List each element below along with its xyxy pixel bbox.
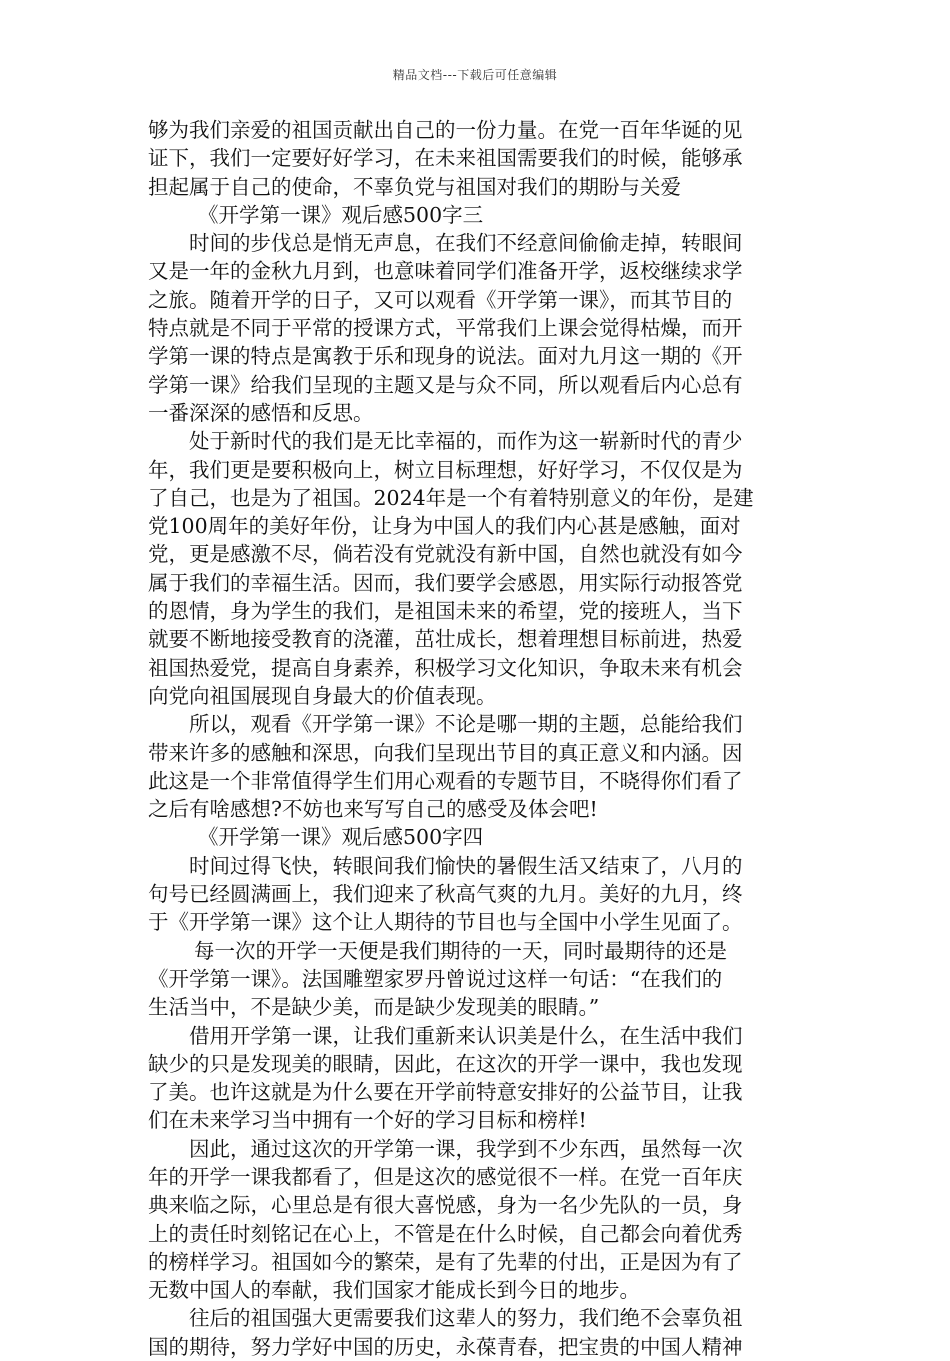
text-line: 每一次的开学一天便是我们期待的一天，同时最期待的还是	[194, 938, 727, 963]
text-line: 上的责任时刻铭记在心上，不管是在什么时候，自己都会向着优秀	[148, 1221, 743, 1246]
text-line: 够为我们亲爱的祖国贡献出自己的一份力量。在党一百年华诞的见	[148, 118, 743, 142]
text-line: 属于我们的幸福生活。因而，我们要学会感恩，用实际行动报答党	[148, 570, 743, 595]
text-line: 了自己，也是为了祖国。2024年是一个有着特别意义的年份，是建	[148, 485, 754, 510]
text-line: 借用开学第一课，让我们重新来认识美是什么，在生活中我们	[189, 1023, 743, 1048]
text-line: 无数中国人的奉献，我们国家才能成长到今日的地步。	[148, 1278, 640, 1303]
text-line: 学第一课的特点是寓教于乐和现身的说法。面对九月这一期的《开	[148, 344, 743, 369]
text-line: 典来临之际，心里总是有很大喜悦感，身为一名少先队的一员，身	[148, 1193, 743, 1218]
text-line: 往后的祖国强大更需要我们这辈人的努力，我们绝不会辜负祖	[189, 1306, 743, 1331]
text-line: 《开学第一课》。法国雕塑家罗丹曾说过这样一句话：“在我们的	[148, 966, 723, 991]
text-line: 所以，观看《开学第一课》不论是哪一期的主题，总能给我们	[189, 712, 743, 737]
text-line: 党100周年的美好年份，让身为中国人的我们内心甚是感触，面对	[148, 514, 741, 539]
text-line: 的榜样学习。祖国如今的繁荣，是有了先辈的付出，正是因为有了	[148, 1249, 743, 1274]
text-line: 因此，通过这次的开学第一课，我学到不少东西，虽然每一次	[189, 1136, 743, 1161]
text-line: 于《开学第一课》这个让人期待的节目也与全国中小学生见面了。	[148, 910, 743, 935]
text-line: 句号已经圆满画上，我们迎来了秋高气爽的九月。美好的九月，终	[148, 882, 743, 907]
text-line: 处于新时代的我们是无比幸福的，而作为这一崭新时代的青少	[189, 429, 743, 454]
section-heading: 《开学第一课》观后感500字三	[198, 202, 484, 227]
text-line: 学第一课》给我们呈现的主题又是与众不同，所以观看后内心总有	[148, 372, 743, 397]
section-heading: 《开学第一课》观后感500字四	[198, 825, 484, 850]
text-line: 特点就是不同于平常的授课方式，平常我们上课会觉得枯燥，而开	[148, 316, 743, 341]
text-line: 生活当中，不是缺少美，而是缺少发现美的眼睛。”	[148, 995, 600, 1020]
text-line: 党，更是感激不尽，倘若没有党就没有新中国，自然也就没有如今	[148, 542, 743, 567]
text-line: 的恩情，身为学生的我们，是祖国未来的希望，党的接班人，当下	[148, 599, 743, 624]
text-line: 年，我们更是要积极向上，树立目标理想，好好学习，不仅仅是为	[148, 457, 743, 482]
text-line: 向党向祖国展现自身最大的价值表现。	[148, 683, 497, 708]
text-line: 年的开学一课我都看了，但是这次的感觉很不一样。在党一百年庆	[148, 1164, 743, 1189]
text-line: 又是一年的金秋九月到，也意味着同学们准备开学，返校继续求学	[148, 259, 743, 284]
text-line: 之后有啥感想?不妨也来写写自己的感受及体会吧!	[148, 797, 598, 822]
text-line: 了美。也许这就是为什么要在开学前特意安排好的公益节目，让我	[148, 1080, 743, 1105]
page-header: 精品文档---下载后可任意编辑	[392, 68, 558, 82]
text-line: 带来许多的感触和深思，向我们呈现出节目的真正意义和内涵。因	[148, 740, 743, 765]
text-line: 就要不断地接受教育的浇灌，茁壮成长，想着理想目标前进，热爱	[148, 627, 743, 652]
text-line: 祖国热爱党，提高自身素养，积极学习文化知识，争取未来有机会	[148, 655, 743, 680]
text-line: 此这是一个非常值得学生们用心观看的专题节目，不晓得你们看了	[148, 768, 743, 793]
text-line: 国的期待，努力学好中国的历史，永葆青春，把宝贵的中国人精神	[148, 1334, 743, 1359]
text-line: 缺少的只是发现美的眼睛，因此，在这次的开学一课中，我也发现	[148, 1051, 743, 1076]
text-line: 证下，我们一定要好好学习，在未来祖国需要我们的时候，能够承	[148, 146, 743, 171]
text-line: 一番深深的感悟和反思。	[148, 400, 374, 425]
text-line: 们在未来学习当中拥有一个好的学习目标和榜样!	[148, 1108, 587, 1133]
text-line: 时间的步伐总是悄无声息，在我们不经意间偷偷走掉，转眼间	[189, 231, 743, 256]
text-line: 时间过得飞快，转眼间我们愉快的暑假生活又结束了，八月的	[189, 853, 743, 878]
text-line: 之旅。随着开学的日子，又可以观看《开学第一课》，而其节目的	[148, 287, 733, 312]
text-line: 担起属于自己的使命，不辜负党与祖国对我们的期盼与关爱	[148, 174, 681, 199]
document-body	[148, 116, 808, 1361]
